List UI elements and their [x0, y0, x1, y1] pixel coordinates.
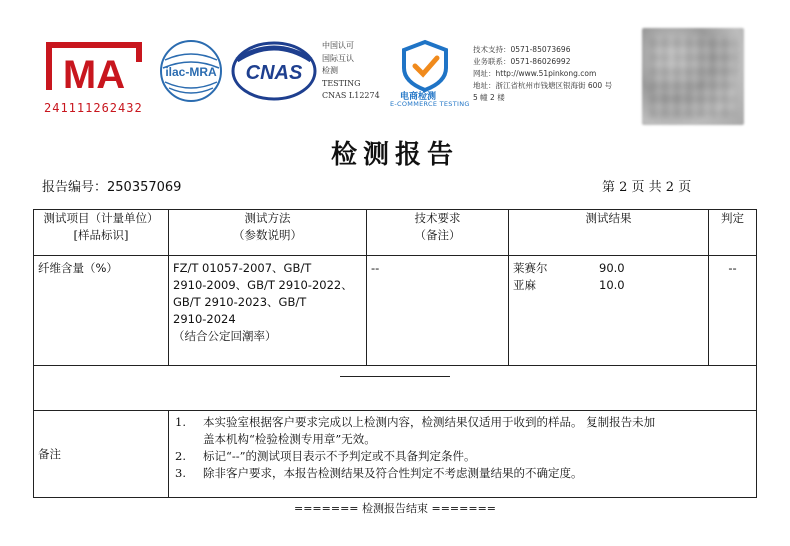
qr-code-icon	[642, 28, 744, 125]
result-row: 亚麻 10.0	[513, 278, 625, 292]
report-number: 报告编号：250357069	[42, 180, 182, 195]
ma-logo-text: MA	[62, 53, 126, 97]
result-row: 莱赛尔 90.0	[513, 261, 625, 275]
empty-row	[34, 366, 757, 411]
header-test-item: 测试项目（计量单位） [样品标识]	[34, 210, 169, 256]
report-title: 检测报告	[330, 140, 459, 170]
verdict: --	[709, 256, 757, 366]
ilac-logo-text: ilac-MRA	[165, 65, 217, 79]
test-results	[509, 256, 709, 366]
header-test-method: 测试方法 （参数说明）	[169, 210, 367, 256]
remarks-row	[34, 411, 757, 498]
ecommerce-en: E-COMMERCE TESTING	[390, 100, 470, 108]
header-requirement: 技术要求 （备注）	[367, 210, 509, 256]
table-header-row	[34, 210, 757, 256]
ma-code: 241111262432	[44, 101, 143, 115]
business-contact: 业务联系：0571-86026992	[473, 57, 571, 66]
requirement: --	[367, 256, 509, 366]
test-item: 纤维含量（%）	[34, 256, 169, 366]
report-end: ======= 检测报告结束 =======	[293, 502, 497, 515]
cnas-logo-text: CNAS	[245, 62, 303, 84]
separator-line	[340, 376, 450, 377]
method-note: （结合公定回潮率）	[173, 329, 277, 343]
remark-item: 1. 本实验室根据客户要求完成以上检测内容，检测结果仅适用于收到的样品。 复制报告未加	[175, 415, 656, 429]
ecommerce-cn: 电商检测	[400, 92, 437, 102]
cnas-logo	[231, 40, 317, 102]
ilac-mra-logo	[155, 38, 227, 104]
tech-support: 技术支持：0571-85073696	[473, 45, 571, 54]
remarks-label: 备注	[34, 411, 169, 498]
test-method: FZ/T 01057-2007、GB/T 2910-2009、GB/T 2910-2022、 GB/T 2910-2023、GB/T 2910-2024 （结合公定回潮率）	[169, 256, 367, 366]
cnas-info: 中国认可 国际互认 检测 TESTING CNAS L12274	[322, 41, 380, 100]
results-table	[33, 209, 757, 498]
remark-item: 3. 除非客户要求，本报告检测结果及符合性判定不考虑测量结果的不确定度。	[175, 466, 583, 480]
header-result: 测试结果	[509, 210, 709, 256]
address: 地址：浙江省杭州市钱塘区银海街 600 号	[473, 81, 613, 90]
remark-item: 2. 标记“--”的测试项目表示不予判定或不具备判定条件。	[175, 449, 476, 463]
header-verdict: 判定	[709, 210, 757, 256]
contact-info	[473, 44, 639, 104]
page-info: 第 2 页 共 2 页	[602, 180, 692, 195]
address-2: 5 幢 2 楼	[473, 93, 505, 102]
remarks-content: 1. 本实验室根据客户要求完成以上检测内容，检测结果仅适用于收到的样品。 复制报告未加 盖本机构“检验检测专用章”无效。 2. 标记“--”的测试项目表示不予判定或不具备判定条件。 3. 除非客户要求，本报告检测结果及符合性判定不考虑测量结果的不确定度。	[169, 411, 757, 498]
website: 网址：http://www.51pinkong.com	[473, 69, 597, 78]
table-row	[34, 256, 757, 366]
